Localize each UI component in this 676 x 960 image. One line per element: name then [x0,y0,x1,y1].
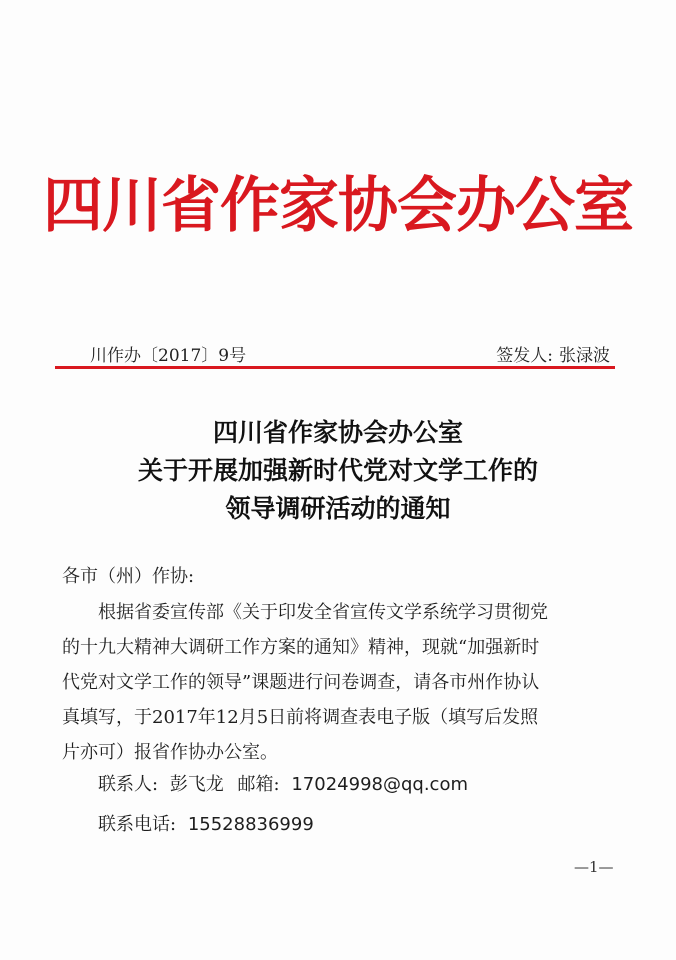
org-header-title: 四川省作家协会办公室 [43,171,633,241]
body-line: 根据省委宣传部《关于印发全省宣传文学系统学习贯彻党 [98,602,548,623]
document-number: 川作办〔2017〕9号 [90,346,247,366]
body-line: 真填写，于2017年12月5日前将调查表电子版（填写后发照 [62,707,539,728]
salutation: 各市（州）作协: [62,566,195,587]
phone-label: 联系电话: [98,814,177,835]
notice-title [0,414,676,528]
signer-label: 签发人: [496,346,553,366]
phone-value: 15528836999 [187,814,314,835]
body-line: 代党对文学工作的领导”课题进行问卷调查，请各市州作协认 [62,672,540,693]
contact-person-line [98,770,468,796]
email-label: 邮箱: [237,774,280,795]
signer [496,341,610,366]
contact-phone-line [98,810,314,836]
contact-person-name: 彭飞龙 [169,774,224,795]
body-paragraph [62,595,622,770]
body-line: 的十九大精神大调研工作方案的通知》精神，现就“加强新时 [62,637,540,658]
body-line: 片亦可）报省作协办公室。 [62,742,278,763]
title-line-1: 四川省作家协会办公室 [212,418,463,447]
title-line-2: 关于开展加强新时代党对文学工作的 [137,456,538,485]
page-number: —1— [574,858,614,876]
signer-name: 张渌波 [559,346,610,366]
title-line-3: 领导调研活动的通知 [225,494,451,523]
contact-person-label: 联系人: [98,774,159,795]
document-meta-line [90,341,610,365]
email-value: 17024998@qq.com [291,774,468,795]
red-divider-line [55,366,615,369]
